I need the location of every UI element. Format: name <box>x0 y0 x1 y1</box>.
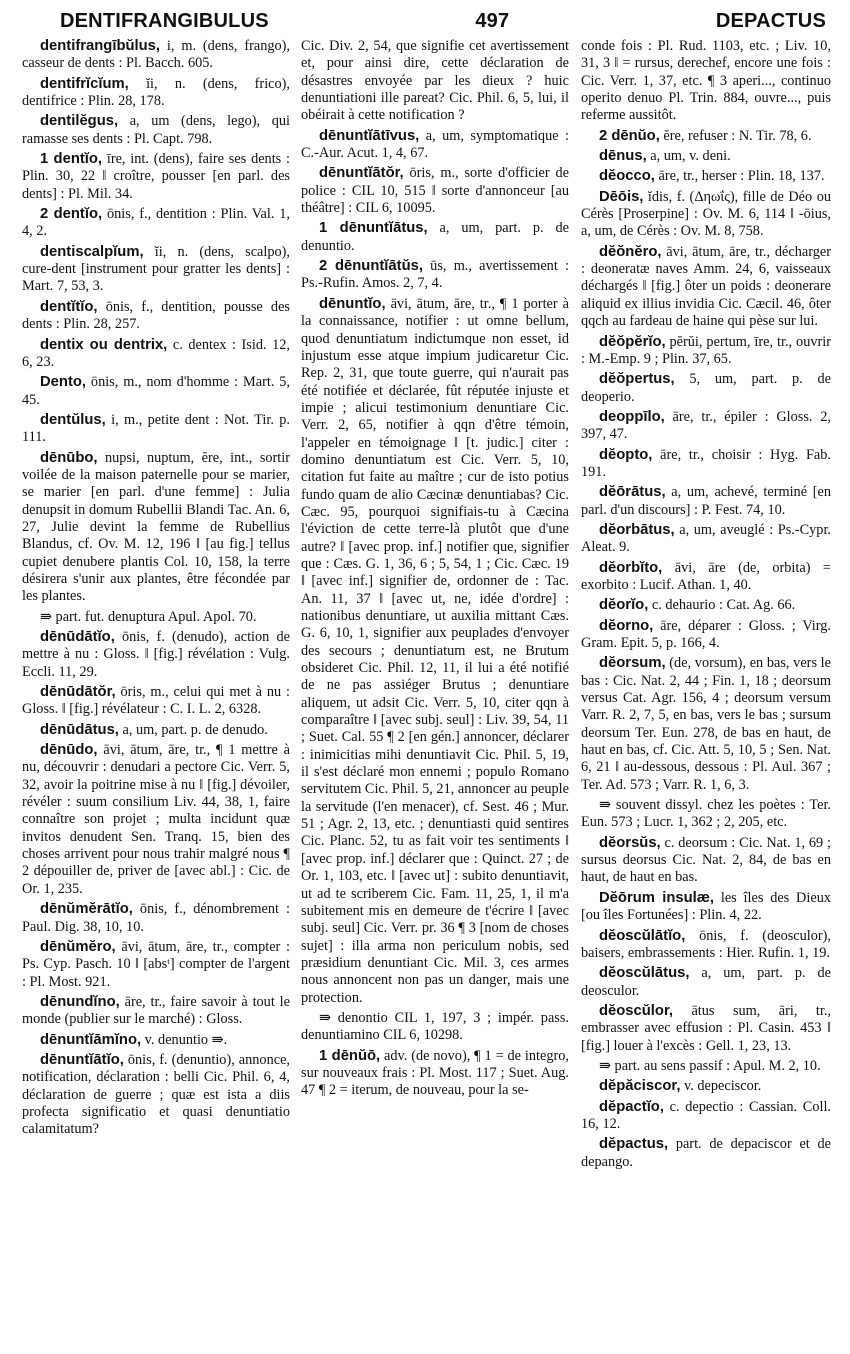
entry-headword: dĕŏnĕro, <box>599 243 662 260</box>
dictionary-entry <box>581 371 831 406</box>
dictionary-entry <box>22 994 290 1029</box>
entry-definition: v. denuntio ⇛. <box>141 1031 228 1048</box>
entry-definition: āre, tr., choisir : Hyg. Fab. 191. <box>581 446 831 480</box>
dictionary-entry <box>581 484 831 519</box>
entry-headword: 1 dentĭo, <box>40 151 103 168</box>
entry-definition: adv. (de novo), ¶ 1 = de integro, sur nouveaux frais : Pl. Most. 117 ; Suet. Aug. 47 ¶ 2 = iterum, de nouveau, pour la se- <box>301 1047 569 1099</box>
entry-headword: dĕoscŭlor, <box>599 1002 674 1019</box>
entry-headword: dentifrĭcĭum, <box>40 75 129 92</box>
dictionary-entry <box>581 655 831 794</box>
entry-headword: dĕorsŭs, <box>599 834 661 851</box>
entry-headword: dĕorno, <box>599 617 654 634</box>
dictionary-entry <box>581 1003 831 1055</box>
running-head-right: DEPACTUS <box>715 9 826 32</box>
entry-definition: ⇛ part. fut. denuptura Apul. Apol. 70. <box>40 608 257 625</box>
dictionary-entry <box>22 151 290 203</box>
entry-headword: Dēōis, <box>599 188 644 205</box>
entry-definition: āvi, ātum, āre, tr., compter : Ps. Cyp. Pasch. 10 ‖ [absᵗ] compter de l'argent : Pl. Most. 921. <box>22 938 290 990</box>
dictionary-entry <box>301 165 569 217</box>
dictionary-entry <box>581 597 831 614</box>
running-head-left: DENTIFRANGIBULUS <box>60 9 269 32</box>
entry-definition: les îles des Dieux [ou îles Fortunées] : Plin. 4, 22. <box>581 889 831 924</box>
dictionary-entry <box>22 722 290 739</box>
entry-definition: ōnis, m., nom d'homme : Mart. 5, 45. <box>22 374 290 408</box>
dictionary-entry <box>22 629 290 681</box>
entry-definition: v. depeciscor. <box>680 1078 762 1095</box>
dictionary-entry <box>581 244 831 331</box>
entry-definition: ⇛ part. au sens passif : Apul. M. 2, 10. <box>599 1057 821 1074</box>
entry-definition: a, um, achevé, terminé [en parl. d'un discours] : P. Fest. 74, 10. <box>581 484 831 518</box>
entry-headword: dĕorbĭto, <box>599 559 663 576</box>
entry-headword: dentilĕgus, <box>40 113 119 130</box>
entry-definition: ūs, m., avertissement : Ps.-Rufin. Amos. 2, 7, 4. <box>301 258 569 292</box>
entry-headword: dĕoscŭlātĭo, <box>599 927 686 944</box>
entry-headword: 2 dēnŭo, <box>599 127 660 144</box>
entry-headword: dentix ou dentrix, <box>40 336 168 353</box>
entry-definition: c. dentex : Isid. 12, 6, 23. <box>22 336 290 370</box>
entry-definition: āvi, ātum, āre, tr., ¶ 1 porter à la connaissance, notifier : ut omne bellum, quod denuntiatum indictumque non esset, id injustum esse atque impium judicaretur Cic. Rep. 2, 31, que toute guerre, qui n'aurait pas été notifiée et déclarée, fût réputée injuste et impie ; alicui testimonium denuntiare Cic. Verr. 2, 65, notifier à qqn d'être témoin, l'appeler en témoignage ‖ [t. judic.] citer : domino denuntiatum est Cic. Verr. 5, 10, citation fut faite au maître ; cur de isto potius fundo quam de alio Cæcinæ denuntiabas? Cic. Cæc. 95, pourquoi signifiais-tu à Cæcina l'éviction de cette terre-là plutôt que d'une autre? ‖ [avec prop. inf.] notifier que, signifier que : Cæs. G. 1, 36, 6 ; 5, 54, 1 ; Cic. Cæc. 19 ‖ [avec inf.] signifier de, ordonner de : Tac. An. 11, 37 ‖ [avec ut, ne, idée d'ordre] : nationibus denuntiare, ut auxilia mittant Cæs. G. 6, 10, 1, signifier aux peuplades d'envoyer des secours ; denuntiatum est, ne Brutum obsideret Cic. Phil. 12, 11, il lui a été notifié de ne pas assiéger Brutus ; denuntiare aliquem, ut adsit Cic. Verr. 5, 10, citer qqn à comparaître ‖ [avec subj. seul] : Liv. 39, 54, 11 ; Suet. Cal. 55 ¶ 2 [en gén.] annoncer, déclarer : inimicitias mihi denuntiavit Cic. Phil. 5, 19, il s'est déclaré mon ennemi ; populo Romano servitutem Cic. Phil. 5, 21, annoncer au peuple la servitude (l'en menacer), cf. Sest. 46 ; Mur. 51 ; Agr. 2, 13, etc. ; denuntiasti quid sentires Cic. Planc. 52, tu as fait voir tes sentiments ‖ [avec prop. inf.] déclarer que : Quinct. 27 ; de Or. 1, 103, etc. ‖ [avec ut] : subito denuntiavit, ut ad te scriberem Cic. Fam. 11, 25, 1, il m'a subitement mis en demeure de t'écrire ‖ [avec subj. seul] Cic. Verr. pr. 36 ¶ 3 [nom de choses sujet] : illa arma non periculum nobis, sed præsidium denuntiant Cic. Mil. 3, ces armes nous annoncent non pas un danger, mais une protection. <box>301 295 569 1006</box>
entry-headword: dĕpactĭo, <box>599 1098 664 1115</box>
dictionary-entry <box>581 1099 831 1134</box>
dictionary-entry <box>581 409 831 444</box>
dictionary-entry <box>581 797 831 832</box>
page-number: 497 <box>475 9 510 32</box>
running-head <box>60 6 826 36</box>
dictionary-entry <box>22 742 290 898</box>
entry-headword: dĕpactus, <box>599 1136 669 1153</box>
dictionary-entry <box>22 76 290 111</box>
entry-definition: conde fois : Pl. Rud. 1103, etc. ; Liv. 10, 31, 3 ‖ = rursus, derechef, encore une fois : Cic. Verr. 1, 37, etc. ¶ 3 aperi..., continuo operito denuo Pl. Trin. 884, ouvre..., puis referme aussitôt. <box>581 38 831 124</box>
entry-headword: dēnūdo, <box>40 742 98 759</box>
entry-definition: c. dehaurio : Cat. Ag. 66. <box>648 597 796 614</box>
entry-definition: ⇛ denontio CIL 1, 197, 3 ; impér. pass. denuntiamino CIL 6, 10298. <box>301 1009 569 1044</box>
entry-definition: āre, tr., herser : Plin. 18, 137. <box>654 168 825 185</box>
dictionary-entry <box>22 337 290 372</box>
entry-headword: dentiscalpĭum, <box>40 243 144 260</box>
entry-headword: dĕŏpĕrĭo, <box>599 333 666 350</box>
entry-definition: ōris, m., celui qui met à nu : Gloss. ‖ [fig.] révélateur : C. I. L. 2, 6328. <box>22 684 290 718</box>
column-left <box>22 38 290 1350</box>
dictionary-entry <box>581 148 831 165</box>
entry-headword: dēnŭmĕro, <box>40 938 116 955</box>
dictionary-entry <box>22 374 290 409</box>
dictionary-entry <box>22 1032 290 1049</box>
entry-definition: a, um, part. p. de deosculor. <box>581 965 831 999</box>
entry-definition: āre, tr., épiler : Gloss. 2, 397, 47. <box>581 408 831 443</box>
entry-definition: part. de depaciscor et de depango. <box>581 1136 831 1170</box>
entry-headword: 1 dēnŭō, <box>319 1047 381 1064</box>
dictionary-entry <box>22 38 290 73</box>
column-right <box>581 38 831 1350</box>
dictionary-entry <box>301 38 569 125</box>
entry-headword: dĕoscŭlātus, <box>599 965 690 982</box>
dictionary-entry <box>301 128 569 163</box>
dictionary-entry <box>581 189 831 241</box>
dictionary-entry <box>581 560 831 595</box>
entry-definition: Cic. Div. 2, 54, que signifie cet avertissement et, pour ainsi dire, cette déclaration de désastres envoyée par les dieux ? huic denuntiationi ille pareat? Cic. Phil. 6, 5, lui, il obéirait à cette notification ? <box>301 38 569 124</box>
entry-definition: pĕrŭi, pertum, īre, tr., ouvrir : M.-Emp. 9 ; Plin. 37, 65. <box>581 333 831 367</box>
dictionary-entry <box>22 206 290 241</box>
entry-definition: ĭdis, f. (Δηωΐς), fille de Déo ou Cérès [Proserpine] : Ov. M. 6, 114 ‖ -ōius, a, um, de Cérès : Ov. M. 8, 758. <box>581 188 831 240</box>
dictionary-entry <box>581 965 831 1000</box>
entry-headword: dentĭtĭo, <box>40 298 98 315</box>
entry-definition: ĕre, refuser : N. Tir. 78, 6. <box>659 127 812 144</box>
dictionary-entry <box>581 447 831 482</box>
dictionary-entry <box>581 128 831 145</box>
entry-definition: āre, tr., faire savoir à tout le monde (publier sur le marché) : Gloss. <box>22 993 290 1028</box>
entry-definition: c. depectio : Cassian. Coll. 16, 12. <box>581 1098 831 1132</box>
entry-headword: dēnūdātĭo, <box>40 629 115 645</box>
entry-definition: ātus sum, āri, tr., embrasser avec effusion : Pl. Casin. 453 ‖ [fig.] louer à l'excès : Gell. 1, 23, 13. <box>581 1002 831 1054</box>
entry-headword: dēnuntĭātīvus, <box>319 127 420 144</box>
entry-headword: dĕpăciscor, <box>599 1078 681 1095</box>
entry-definition: a, um (dens, lego), qui ramasse ses dents : Pl. Capt. 798. <box>22 113 290 147</box>
entry-definition: a, um, part. p. de denudo. <box>118 721 268 738</box>
entry-definition: ĭi, n. (dens, scalpo), cure-dent [instrument pour gratter les dents] : Mart. 7, 53, 3. <box>22 243 290 295</box>
entry-definition: (de, vorsum), en bas, vers le bas : Cic. Nat. 2, 44 ; Fin. 1, 18 ; deorsum versus Cat. Agr. 156, 4 ; deorsum versum Varr. R. 2, 7, 5, en bas, vers le bas ; sursum deorsum Ter. Eun. 278, de bas en haut, de haut en bas, cf. Cic. Att. 5, 10, 5 ; Sen. Nat. 6, 21 ‖ au-dessous, dessous : Pl. Aul. 367 ; Ter. Ad. 573 ; Varr. R. 1, 6, 3. <box>581 655 831 793</box>
entry-headword: 2 dentĭo, <box>40 206 103 223</box>
dictionary-entry <box>581 1078 831 1095</box>
entry-headword: dentŭlus, <box>40 411 106 428</box>
entry-definition: āvi, ātum, āre, tr., ¶ 1 mettre à nu, découvrir : denudari a pectore Cic. Verr. 5, 32, avoir la poitrine mise à nu ‖ [fig.] dévoiler, révéler : suum consilium Liv. 44, 38, 1, faire connaître son projet ; multa incidunt quæ invitos denudent Sen. Tranq. 15, bien des choses arrivent pour nous trahir malgré nous ¶ 2 dépouiller de, priver de [avec abl.] : Cic. de Or. 1, 235. <box>22 742 290 897</box>
entry-definition: a, um, v. deni. <box>646 148 731 165</box>
dictionary-entry <box>581 928 831 963</box>
text-columns <box>0 38 850 1350</box>
dictionary-entry <box>22 1052 290 1139</box>
entry-headword: dēnuntĭātĭo, <box>40 1051 124 1068</box>
dictionary-entry <box>581 334 831 369</box>
entry-definition: ōnis, f., dentition : Plin. Val. 1, 4, 2. <box>22 206 290 240</box>
entry-headword: dentifrangībŭlus, <box>40 38 161 54</box>
dictionary-entry <box>22 939 290 991</box>
entry-definition: āvi, āre (de, orbita) = exorbito : Lucif. Athan. 1, 40. <box>581 559 831 593</box>
entry-definition: ōnis, f. (denuntio), annonce, notification, déclaration : belli Cic. Phil. 6, 4, déclaration de guerre ; quæ est ista a diis profecta significatio et quasi denuntiatio calamitatum? <box>22 1051 290 1138</box>
column-middle <box>301 38 569 1350</box>
entry-headword: dĕocco, <box>599 168 655 185</box>
entry-definition: ōris, m., sorte d'officier de police : CIL 10, 515 ‖ sorte d'annonceur [au théâtre] : CIL 6, 10095. <box>301 165 569 217</box>
dictionary-entry <box>301 1010 569 1045</box>
dictionary-entry <box>581 1136 831 1171</box>
entry-headword: deoppīlo, <box>599 408 665 425</box>
entry-definition: īre, int. (dens), faire ses dents : Plin. 30, 22 ‖ croître, pousser [en parl. des dents] : Pl. Mil. 34. <box>22 151 290 202</box>
entry-headword: Dento, <box>40 374 87 391</box>
dictionary-entry <box>22 684 290 719</box>
dictionary-entry <box>22 113 290 148</box>
dictionary-entry <box>581 522 831 557</box>
dictionary-entry <box>581 618 831 653</box>
entry-headword: dēnuntĭāmĭno, <box>40 1031 142 1048</box>
entry-definition: āvi, ātum, āre, tr., décharger : deoneratæ naves Amm. 24, 6, vaisseaux déchargés ‖ [fig.] ôter un poids : deonerare aliquid ex illius invidia Cic. Cæcil. 46, ôter qqch au fardeau de haine qui pèse sur lui. <box>581 243 831 330</box>
entry-definition: ōnis, f. (deosculor), baisers, embrassements : Hier. Rufin. 1, 19. <box>581 927 831 961</box>
entry-headword: dĕorĭo, <box>599 597 649 614</box>
entry-definition: i, m. (dens, frango), casseur de dents : Pl. Bacch. 605. <box>22 38 290 72</box>
dictionary-entry <box>581 1058 831 1075</box>
entry-definition: ōnis, f. (denudo), action de mettre à nu : Gloss. ‖ [fig.] révélation : Vulg. Eccli. 11, 29. <box>22 629 290 680</box>
entry-definition: a, um, symptomatique : C.-Aur. Acut. 1, 4, 67. <box>301 127 569 162</box>
entry-definition: a, um, aveuglé : Ps.-Cypr. Aleat. 9. <box>581 521 831 556</box>
entry-definition: a, um, part. p. de denuntio. <box>301 220 569 254</box>
entry-headword: Dĕōrum insulæ, <box>599 889 715 906</box>
entry-definition: ĭi, n. (dens, frico), dentifrice : Plin. 28, 178. <box>22 75 290 110</box>
entry-definition: nupsi, nuptum, ĕre, int., sortir voilée de la maison paternelle pour se marier, se marier [en parl. d'une femme] : Julia denupsit in domum Rubellii Blandi Tac. An. 6, 27, Julie devint la femme de Rubellius Blandus, cf. Ov. M. 12, 196 ‖ [au fig.] tellus cupiet denubere plantis Col. 10, 158, la terre désirera s'unir aux plantes, être fécondée par les plantes. <box>22 449 290 605</box>
dictionary-entry <box>301 1048 569 1100</box>
entry-headword: 1 dēnuntĭātus, <box>319 220 428 237</box>
entry-definition: ōnis, f., dentition, pousse des dents : Plin. 28, 257. <box>22 298 290 333</box>
dictionary-entry <box>22 609 290 626</box>
entry-definition: ⇛ souvent dissyl. chez les poètes : Ter. Eun. 573 ; Lucr. 1, 362 ; 2, 205, etc. <box>581 797 831 831</box>
entry-headword: dĕŏpertus, <box>599 371 675 388</box>
entry-headword: dēnundĭno, <box>40 993 120 1010</box>
entry-headword: dēnuntĭātŏr, <box>319 165 404 182</box>
entry-definition: i, m., petite dent : Not. Tir. p. 111. <box>22 411 290 446</box>
dictionary-entry <box>301 258 569 293</box>
entry-headword: dēnuntĭo, <box>319 295 386 312</box>
dictionary-entry <box>22 901 290 936</box>
dictionary-entry <box>581 168 831 185</box>
entry-headword: 2 dēnuntĭātŭs, <box>319 258 423 275</box>
dictionary-entry <box>22 412 290 447</box>
entry-headword: dĕorsum, <box>599 655 666 672</box>
dictionary-entry <box>22 450 290 606</box>
entry-definition: āre, déparer : Gloss. ; Virg. Gram. Epit. 5, p. 166, 4. <box>581 617 831 651</box>
entry-headword: dēnus, <box>599 148 647 165</box>
entry-definition: c. deorsum : Cic. Nat. 1, 69 ; sursus deorsus Cic. Nat. 2, 84, de bas en haut, de haut en bas. <box>581 834 831 886</box>
entry-headword: dēnūbo, <box>40 449 98 466</box>
entry-definition: ōnis, f., dénombrement : Paul. Dig. 38, 10, 10. <box>22 901 290 935</box>
entry-definition: 5, um, part. p. de deoperio. <box>581 371 831 405</box>
dictionary-entry <box>22 244 290 296</box>
entry-headword: dĕorbātus, <box>599 521 675 538</box>
dictionary-entry <box>581 38 831 125</box>
dictionary-entry <box>301 296 569 1007</box>
dictionary-entry <box>581 890 831 925</box>
entry-headword: dĕopto, <box>599 446 653 463</box>
dictionary-entry <box>581 835 831 887</box>
dictionary-entry <box>22 299 290 334</box>
entry-headword: dēnūdātus, <box>40 721 119 738</box>
entry-headword: dēnŭmĕrātĭo, <box>40 901 133 918</box>
entry-headword: dĕōrātus, <box>599 484 666 501</box>
dictionary-entry <box>301 220 569 255</box>
entry-headword: dēnūdātŏr, <box>40 684 116 701</box>
